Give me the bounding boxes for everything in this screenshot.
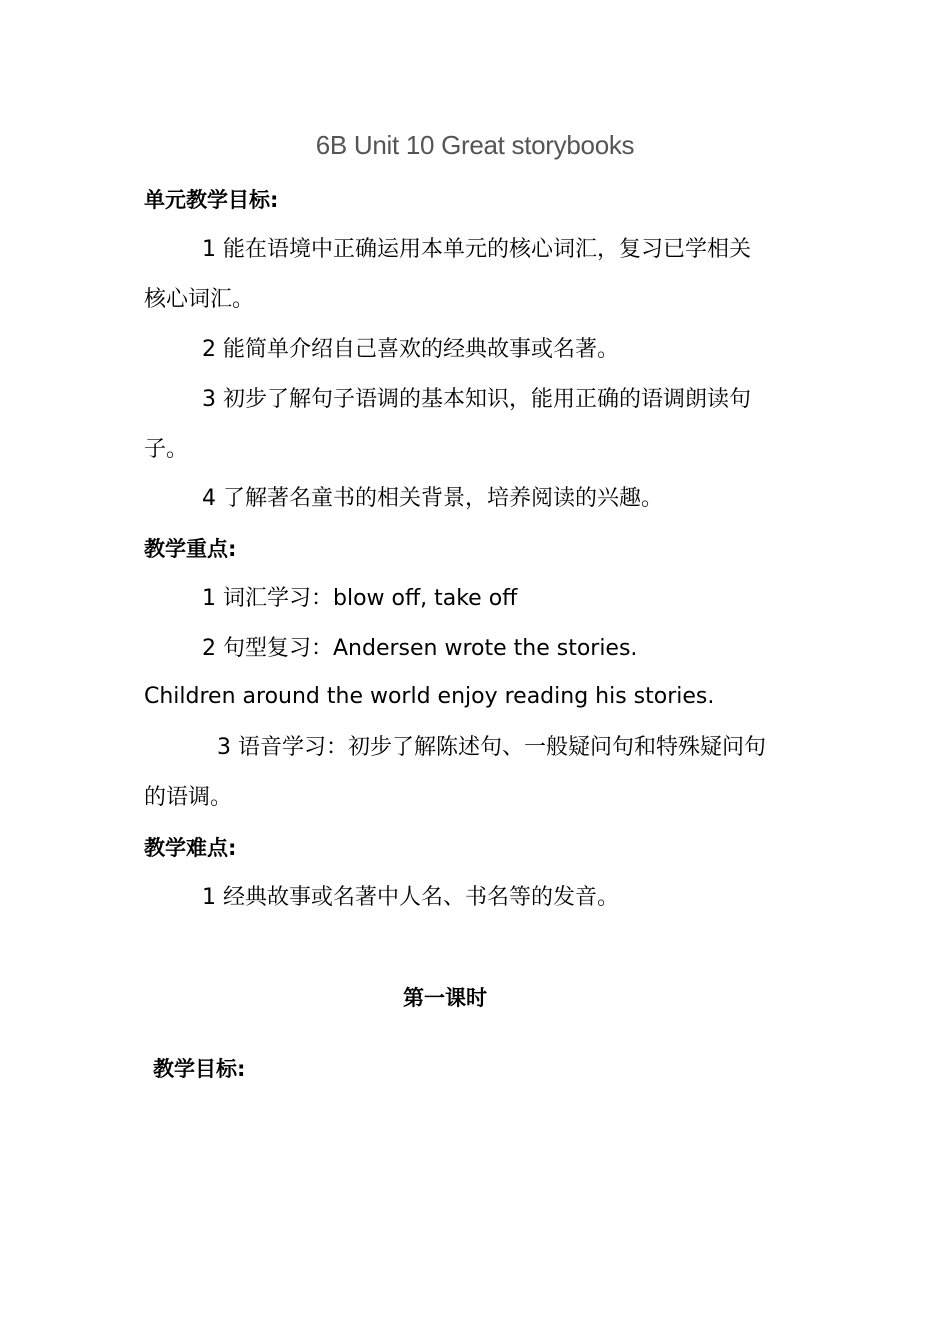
difficulties-heading: 教学难点: [144,836,237,860]
unit-goal-line: 3 初步了解句子语调的基本知识，能用正确的语调朗读句 [202,387,751,412]
unit-goal-line: 2 能简单介绍自己喜欢的经典故事或名著。 [202,337,619,362]
unit-goals-heading: 单元教学目标: [144,188,279,212]
key-point-line: Children around the world enjoy reading his stories. [144,684,715,709]
unit-goal-line: 子。 [144,437,189,462]
key-point-line: 2 句型复习：Andersen wrote the stories. [202,636,638,661]
unit-goal-line: 核心词汇。 [144,287,255,312]
unit-goal-line: 4 了解著名童书的相关背景，培养阅读的兴趣。 [202,486,663,511]
key-point-line: 3 语音学习：初步了解陈述句、一般疑问句和特殊疑问句 [217,735,766,760]
lesson-heading: 第一课时 [403,986,487,1010]
lesson-goals-heading: 教学目标: [153,1057,246,1081]
difficulty-line: 1 经典故事或名著中人名、书名等的发音。 [202,885,619,910]
unit-goal-line: 1 能在语境中正确运用本单元的核心词汇，复习已学相关 [202,237,751,262]
key-points-heading: 教学重点: [144,537,237,561]
key-point-line: 的语调。 [144,785,233,810]
key-point-line: 1 词汇学习：blow off, take off [202,586,518,611]
document-title: 6B Unit 10 Great storybooks [315,130,635,160]
